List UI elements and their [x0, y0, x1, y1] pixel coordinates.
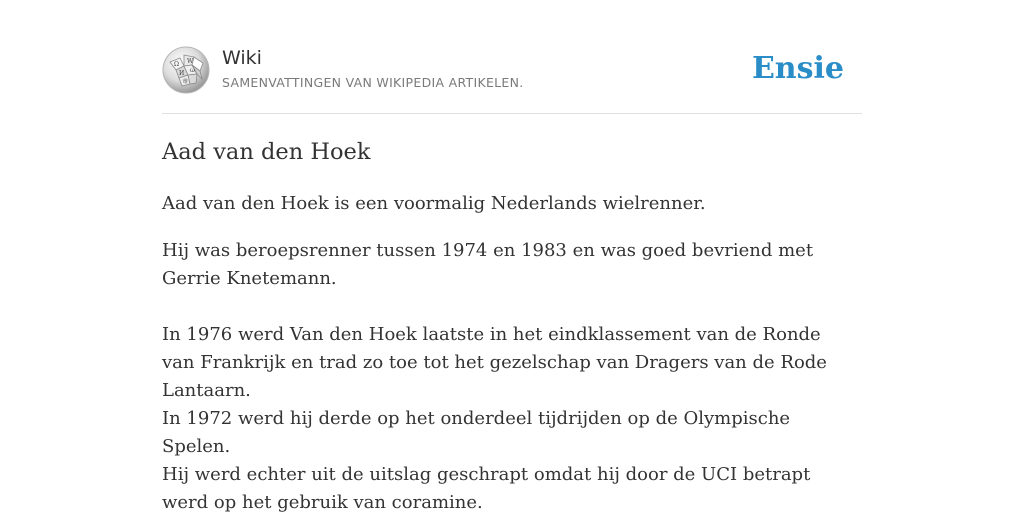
- site-tagline: SAMENVATTINGEN VAN WIKIPEDIA ARTIKELEN.: [222, 75, 524, 90]
- wikipedia-globe-icon[interactable]: [162, 46, 210, 94]
- site-header: [162, 0, 862, 114]
- article-paragraph: Hij was beroepsrenner tussen 1974 en 1983 en was goed bevriend met Gerrie Knetemann.: [162, 240, 814, 289]
- article-paragraph: In 1972 werd hij derde op het onderdeel tijdrijden op de Olympische Spelen.: [162, 408, 791, 457]
- svg-text:W: W: [187, 58, 194, 65]
- ensie-brand-link[interactable]: Ensie: [751, 51, 844, 86]
- article-paragraph: In 1976 werd Van den Hoek laatste in het eindklassement van de Ronde van Frankrijk en trad zo toe tot het gezelschap van Dragers van de Rode Lantaarn.: [162, 324, 827, 401]
- svg-text:Ω: Ω: [174, 61, 179, 68]
- site-name[interactable]: Wiki: [222, 47, 262, 69]
- svg-text:И: И: [179, 70, 185, 77]
- article-paragraph: Hij werd echter uit de uitslag geschrapt omdat hij door de UCI betrapt werd op het gebruik van coramine.: [162, 464, 811, 512]
- article-title: Aad van den Hoek: [162, 139, 371, 165]
- page-container: [162, 0, 862, 512]
- article-paragraph: Aad van den Hoek is een voormalig Nederlands wielrenner.: [162, 193, 706, 214]
- svg-text:ω: ω: [190, 67, 195, 74]
- svg-text:维: 维: [183, 79, 189, 85]
